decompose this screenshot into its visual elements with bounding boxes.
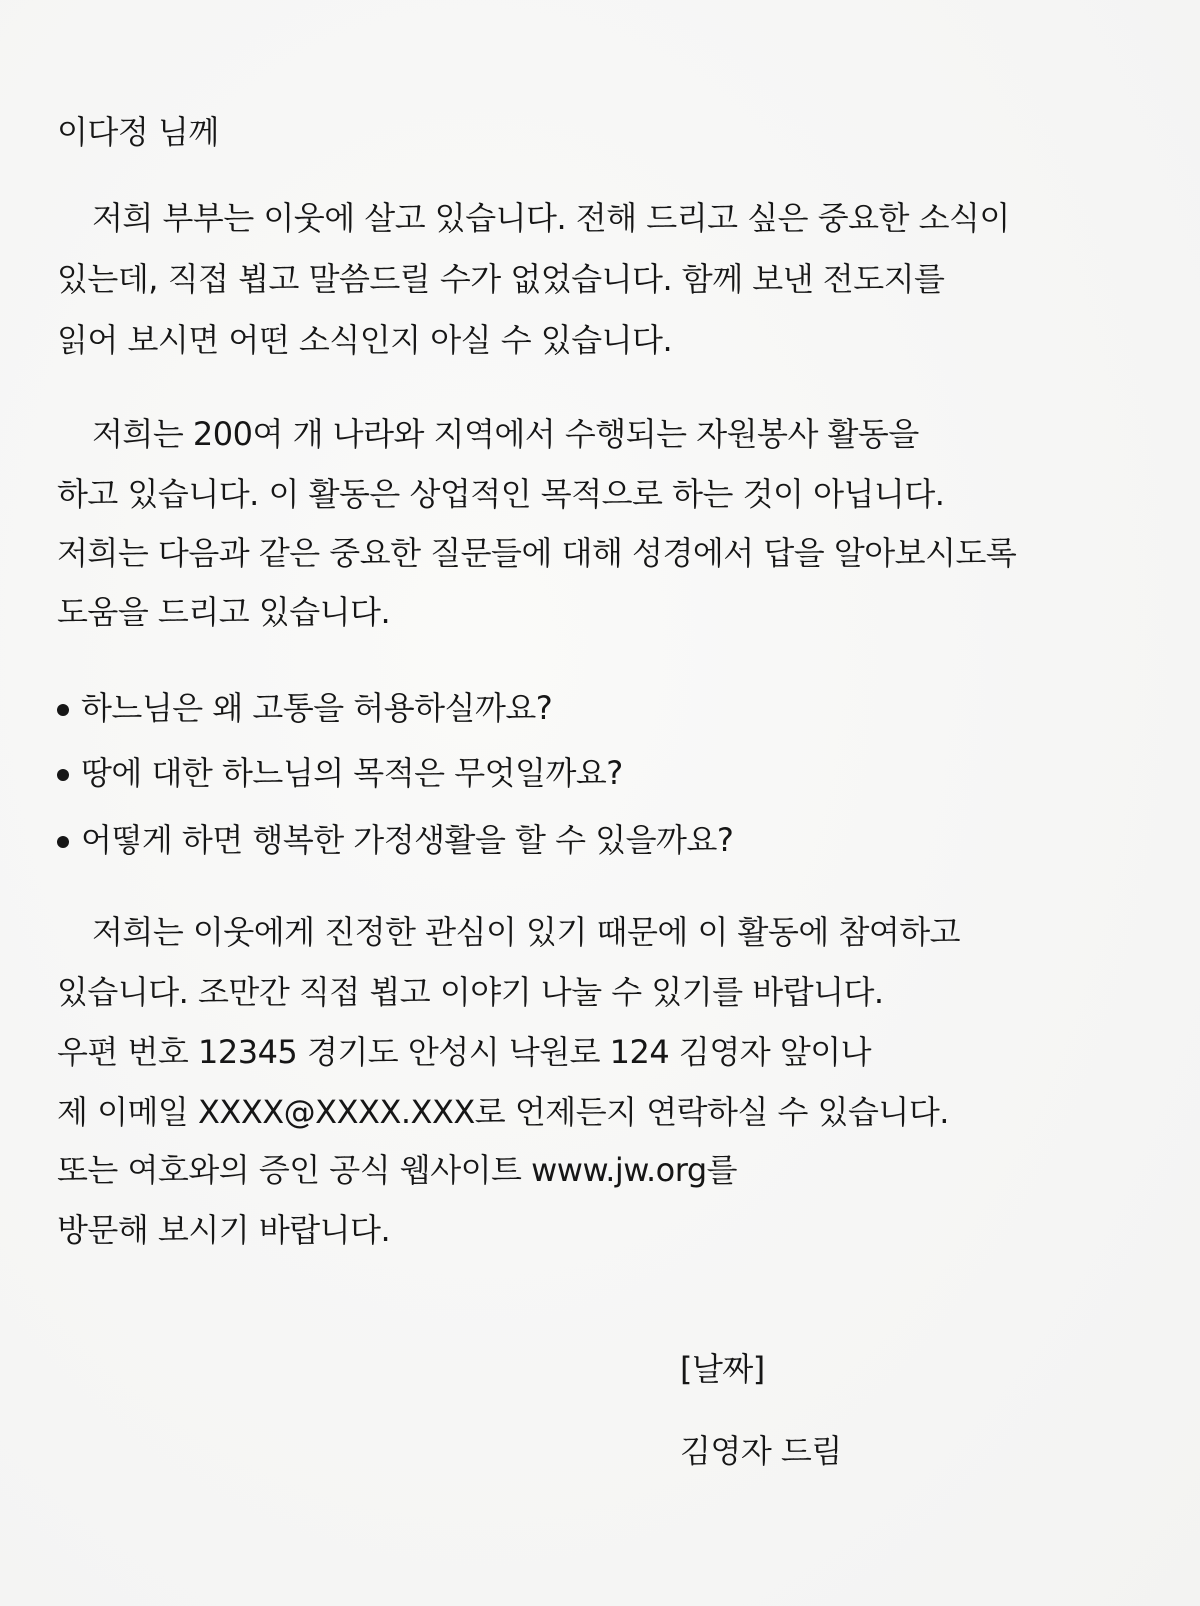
signature: 김영자 드림 [680, 1432, 842, 1470]
paragraph-line: 저희는 이웃에게 진정한 관심이 있기 때문에 이 활동에 참여하고 [92, 913, 961, 951]
date: [날짜] [680, 1350, 765, 1388]
website-line: 또는 여호와의 증인 공식 웹사이트 www.jw.org를 [57, 1151, 738, 1189]
paragraph-line: 저희는 200여 개 나라와 지역에서 수행되는 자원봉사 활동을 [92, 415, 919, 453]
question-bullet: 어떻게 하면 행복한 가정생활을 할 수 있을까요? [57, 820, 733, 860]
address-line: 우편 번호 12345 경기도 안성시 낙원로 124 김영자 앞이나 [57, 1033, 872, 1071]
paragraph-line: 방문해 보시기 바랍니다. [57, 1211, 391, 1249]
paragraph-line: 있습니다. 조만간 직접 뵙고 이야기 나눌 수 있기를 바랍니다. [57, 973, 884, 1011]
paragraph-line: 있는데, 직접 뵙고 말씀드릴 수가 없었습니다. 함께 보낸 전도지를 [57, 260, 945, 298]
paragraph-line: 저희 부부는 이웃에 살고 있습니다. 전해 드리고 싶은 중요한 소식이 [92, 199, 1010, 237]
salutation: 이다정 님께 [57, 113, 219, 151]
paragraph-line: 읽어 보시면 어떤 소식인지 아실 수 있습니다. [57, 321, 673, 359]
email-line: 제 이메일 XXXX@XXXX.XXX로 언제든지 연락하실 수 있습니다. [57, 1093, 949, 1131]
question-bullet: 땅에 대한 하느님의 목적은 무엇일까요? [57, 753, 623, 793]
paragraph-line: 저희는 다음과 같은 중요한 질문들에 대해 성경에서 답을 알아보시도록 [57, 534, 1017, 572]
question-bullet: 하느님은 왜 고통을 허용하실까요? [57, 688, 552, 728]
paragraph-line: 하고 있습니다. 이 활동은 상업적인 목적으로 하는 것이 아닙니다. [57, 475, 945, 513]
paragraph-line: 도움을 드리고 있습니다. [57, 593, 391, 631]
